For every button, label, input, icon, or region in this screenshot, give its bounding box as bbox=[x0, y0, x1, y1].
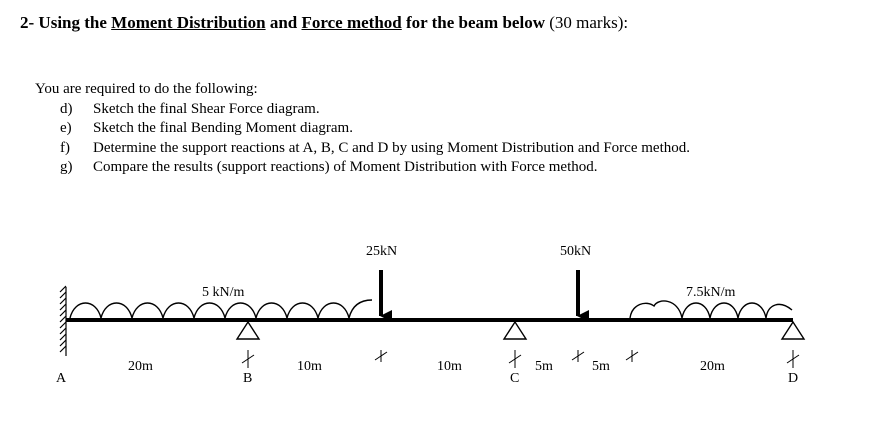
point-load-25-label: 25kN bbox=[366, 244, 398, 259]
question-suffix: for the beam below bbox=[406, 13, 545, 32]
point-load-50-label: 50kN bbox=[560, 244, 592, 259]
udl-right-curve bbox=[630, 301, 792, 318]
instructions-intro: You are required to do the following: bbox=[35, 81, 258, 97]
span-p2-end-label: 5m bbox=[592, 359, 610, 374]
task-text: Determine the support reactions at A, B, C and D by using Moment Distribution and Force method. bbox=[93, 139, 690, 156]
question-conj: and bbox=[269, 13, 298, 32]
task-text: Sketch the final Bending Moment diagram. bbox=[93, 120, 353, 137]
question-number: 2- bbox=[20, 13, 35, 32]
support-b-label: B bbox=[243, 371, 253, 386]
span-ab-label: 20m bbox=[128, 359, 153, 374]
span-b-mid-label: 10m bbox=[297, 359, 322, 374]
question-marks: (30 marks): bbox=[549, 13, 629, 32]
support-d-label: D bbox=[788, 371, 799, 386]
question-prefix: Using the bbox=[38, 13, 107, 32]
task-label: d) bbox=[60, 101, 73, 117]
udl-left-curve bbox=[70, 300, 372, 318]
support-d-triangle bbox=[782, 322, 804, 339]
fixed-support-a bbox=[60, 286, 66, 356]
span-right-label: 20m bbox=[700, 359, 725, 374]
task-text: Compare the results (support reactions) of Moment Distribution with Force method. bbox=[93, 158, 598, 175]
task-label: e) bbox=[60, 120, 72, 137]
udl-right-label: 7.5kN/m bbox=[686, 285, 736, 300]
method-force: Force method bbox=[301, 13, 402, 32]
task-label: g) bbox=[60, 158, 73, 175]
support-b-triangle bbox=[237, 322, 259, 339]
span-mid-c-label: 10m bbox=[437, 359, 462, 374]
beam bbox=[66, 318, 793, 322]
support-c-label: C bbox=[510, 371, 520, 386]
span-c-p2-label: 5m bbox=[535, 359, 553, 374]
support-a-label: A bbox=[56, 371, 67, 386]
method-moment-distribution: Moment Distribution bbox=[111, 13, 266, 32]
task-text: Sketch the final Shear Force diagram. bbox=[93, 101, 320, 117]
udl-left-label: 5 kN/m bbox=[202, 285, 245, 300]
support-c-triangle bbox=[504, 322, 526, 339]
task-label: f) bbox=[60, 139, 70, 156]
